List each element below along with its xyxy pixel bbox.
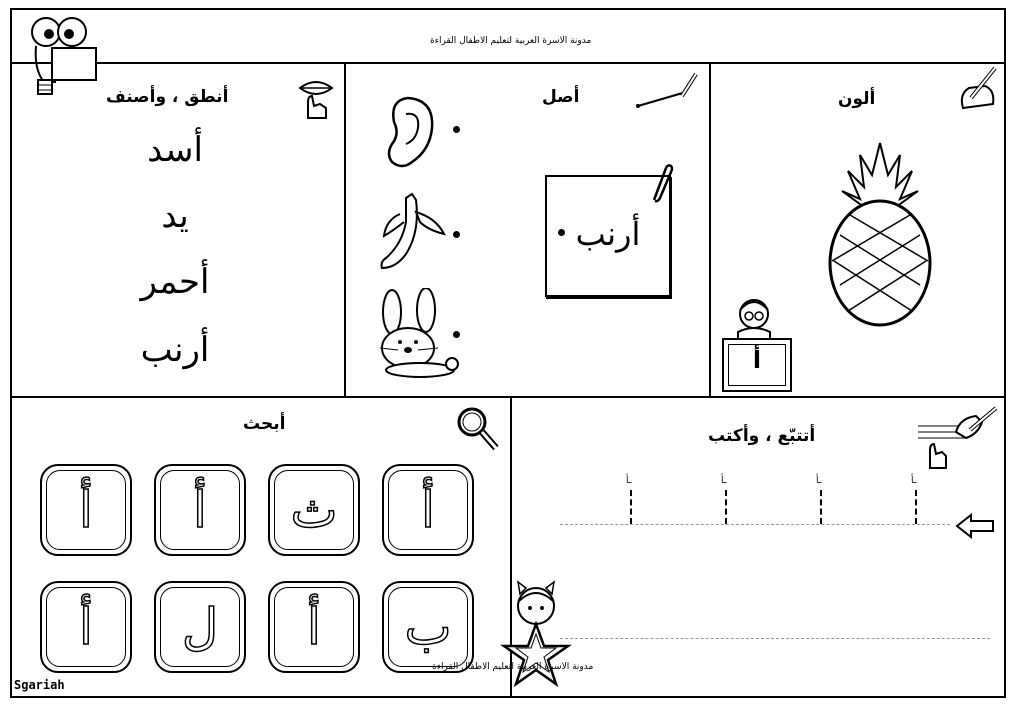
boy-icon	[730, 294, 778, 340]
search-tile-letter: أ	[307, 598, 321, 656]
search-tile-5[interactable]	[382, 581, 474, 673]
pencil-line-icon	[630, 66, 702, 114]
pronounce-word-4: أرنب	[140, 330, 210, 370]
hand-pencil-icon	[916, 404, 1002, 470]
search-tile-6[interactable]	[268, 581, 360, 673]
search-tile-3[interactable]	[154, 464, 246, 556]
connect-dot-banana[interactable]	[453, 231, 460, 238]
ear-icon	[378, 92, 438, 172]
col-divider-1	[344, 62, 346, 396]
trace-label-3: ـأ	[816, 476, 822, 486]
writing-line[interactable]	[560, 638, 990, 639]
search-tile-letter: أ	[79, 481, 93, 539]
search-tile-letter: ب	[404, 598, 452, 656]
pronounce-title: أنطق ، وأصنف	[106, 87, 229, 107]
trace-stroke-1[interactable]	[630, 490, 632, 524]
search-tile-8[interactable]	[40, 581, 132, 673]
connect-dot-ear[interactable]	[453, 126, 460, 133]
connect-title: أصل	[542, 87, 580, 107]
colour-title: ألون	[838, 89, 876, 109]
col-divider-2	[709, 62, 711, 396]
banana-icon	[376, 192, 448, 274]
pineapple-icon	[820, 135, 940, 335]
pencil-hand-icon	[955, 64, 1001, 114]
search-tile-letter: أ	[421, 481, 435, 539]
trace-baseline	[560, 524, 950, 525]
word-note-text: أرنب	[575, 215, 641, 253]
header-divider	[10, 62, 1006, 64]
girl-star-icon	[496, 580, 576, 692]
search-tile-2[interactable]	[268, 464, 360, 556]
letter-sign	[722, 338, 792, 392]
owl-mascot-icon	[16, 10, 106, 96]
signature: Sgariah	[14, 678, 65, 692]
search-tile-4[interactable]	[40, 464, 132, 556]
trace-label-2: ـأ	[721, 476, 727, 486]
lips-icon	[296, 76, 336, 120]
search-tile-letter: أ	[193, 481, 207, 539]
letter-sign-text: أ	[752, 346, 762, 374]
arrow-left-icon	[955, 513, 995, 539]
pronounce-word-2: يد	[161, 196, 189, 236]
pronounce-word-3: أحمر	[140, 262, 210, 302]
trace-stroke-3[interactable]	[820, 490, 822, 524]
search-tile-letter: ل	[181, 598, 219, 656]
pronounce-word-1: أسد	[147, 130, 203, 170]
trace-title: أتتبّع ، وأكتب	[708, 426, 816, 446]
search-tile-letter: ث	[290, 481, 338, 539]
footer-blog-name: مدونة الاسرة العربية لتعليم الاطفال القراءة	[432, 662, 594, 672]
trace-label-1: ـأ	[626, 476, 632, 486]
rabbit-icon	[370, 288, 460, 378]
magnifier-icon	[452, 404, 504, 456]
row-divider	[10, 396, 1006, 398]
header-blog-name: مدونة الاسرة العربية لتعليم الاطفال القراءة	[430, 36, 592, 46]
search-tile-letter: أ	[79, 598, 93, 656]
trace-label-4: ـأ	[911, 476, 917, 486]
paperclip-icon	[646, 162, 674, 204]
search-title: أبحث	[243, 414, 286, 434]
connect-dot-rabbit[interactable]	[453, 331, 460, 338]
search-tile-1[interactable]	[382, 464, 474, 556]
connect-dot-word[interactable]	[558, 229, 565, 236]
trace-stroke-2[interactable]	[725, 490, 727, 524]
search-tile-7[interactable]	[154, 581, 246, 673]
trace-stroke-4[interactable]	[915, 490, 917, 524]
